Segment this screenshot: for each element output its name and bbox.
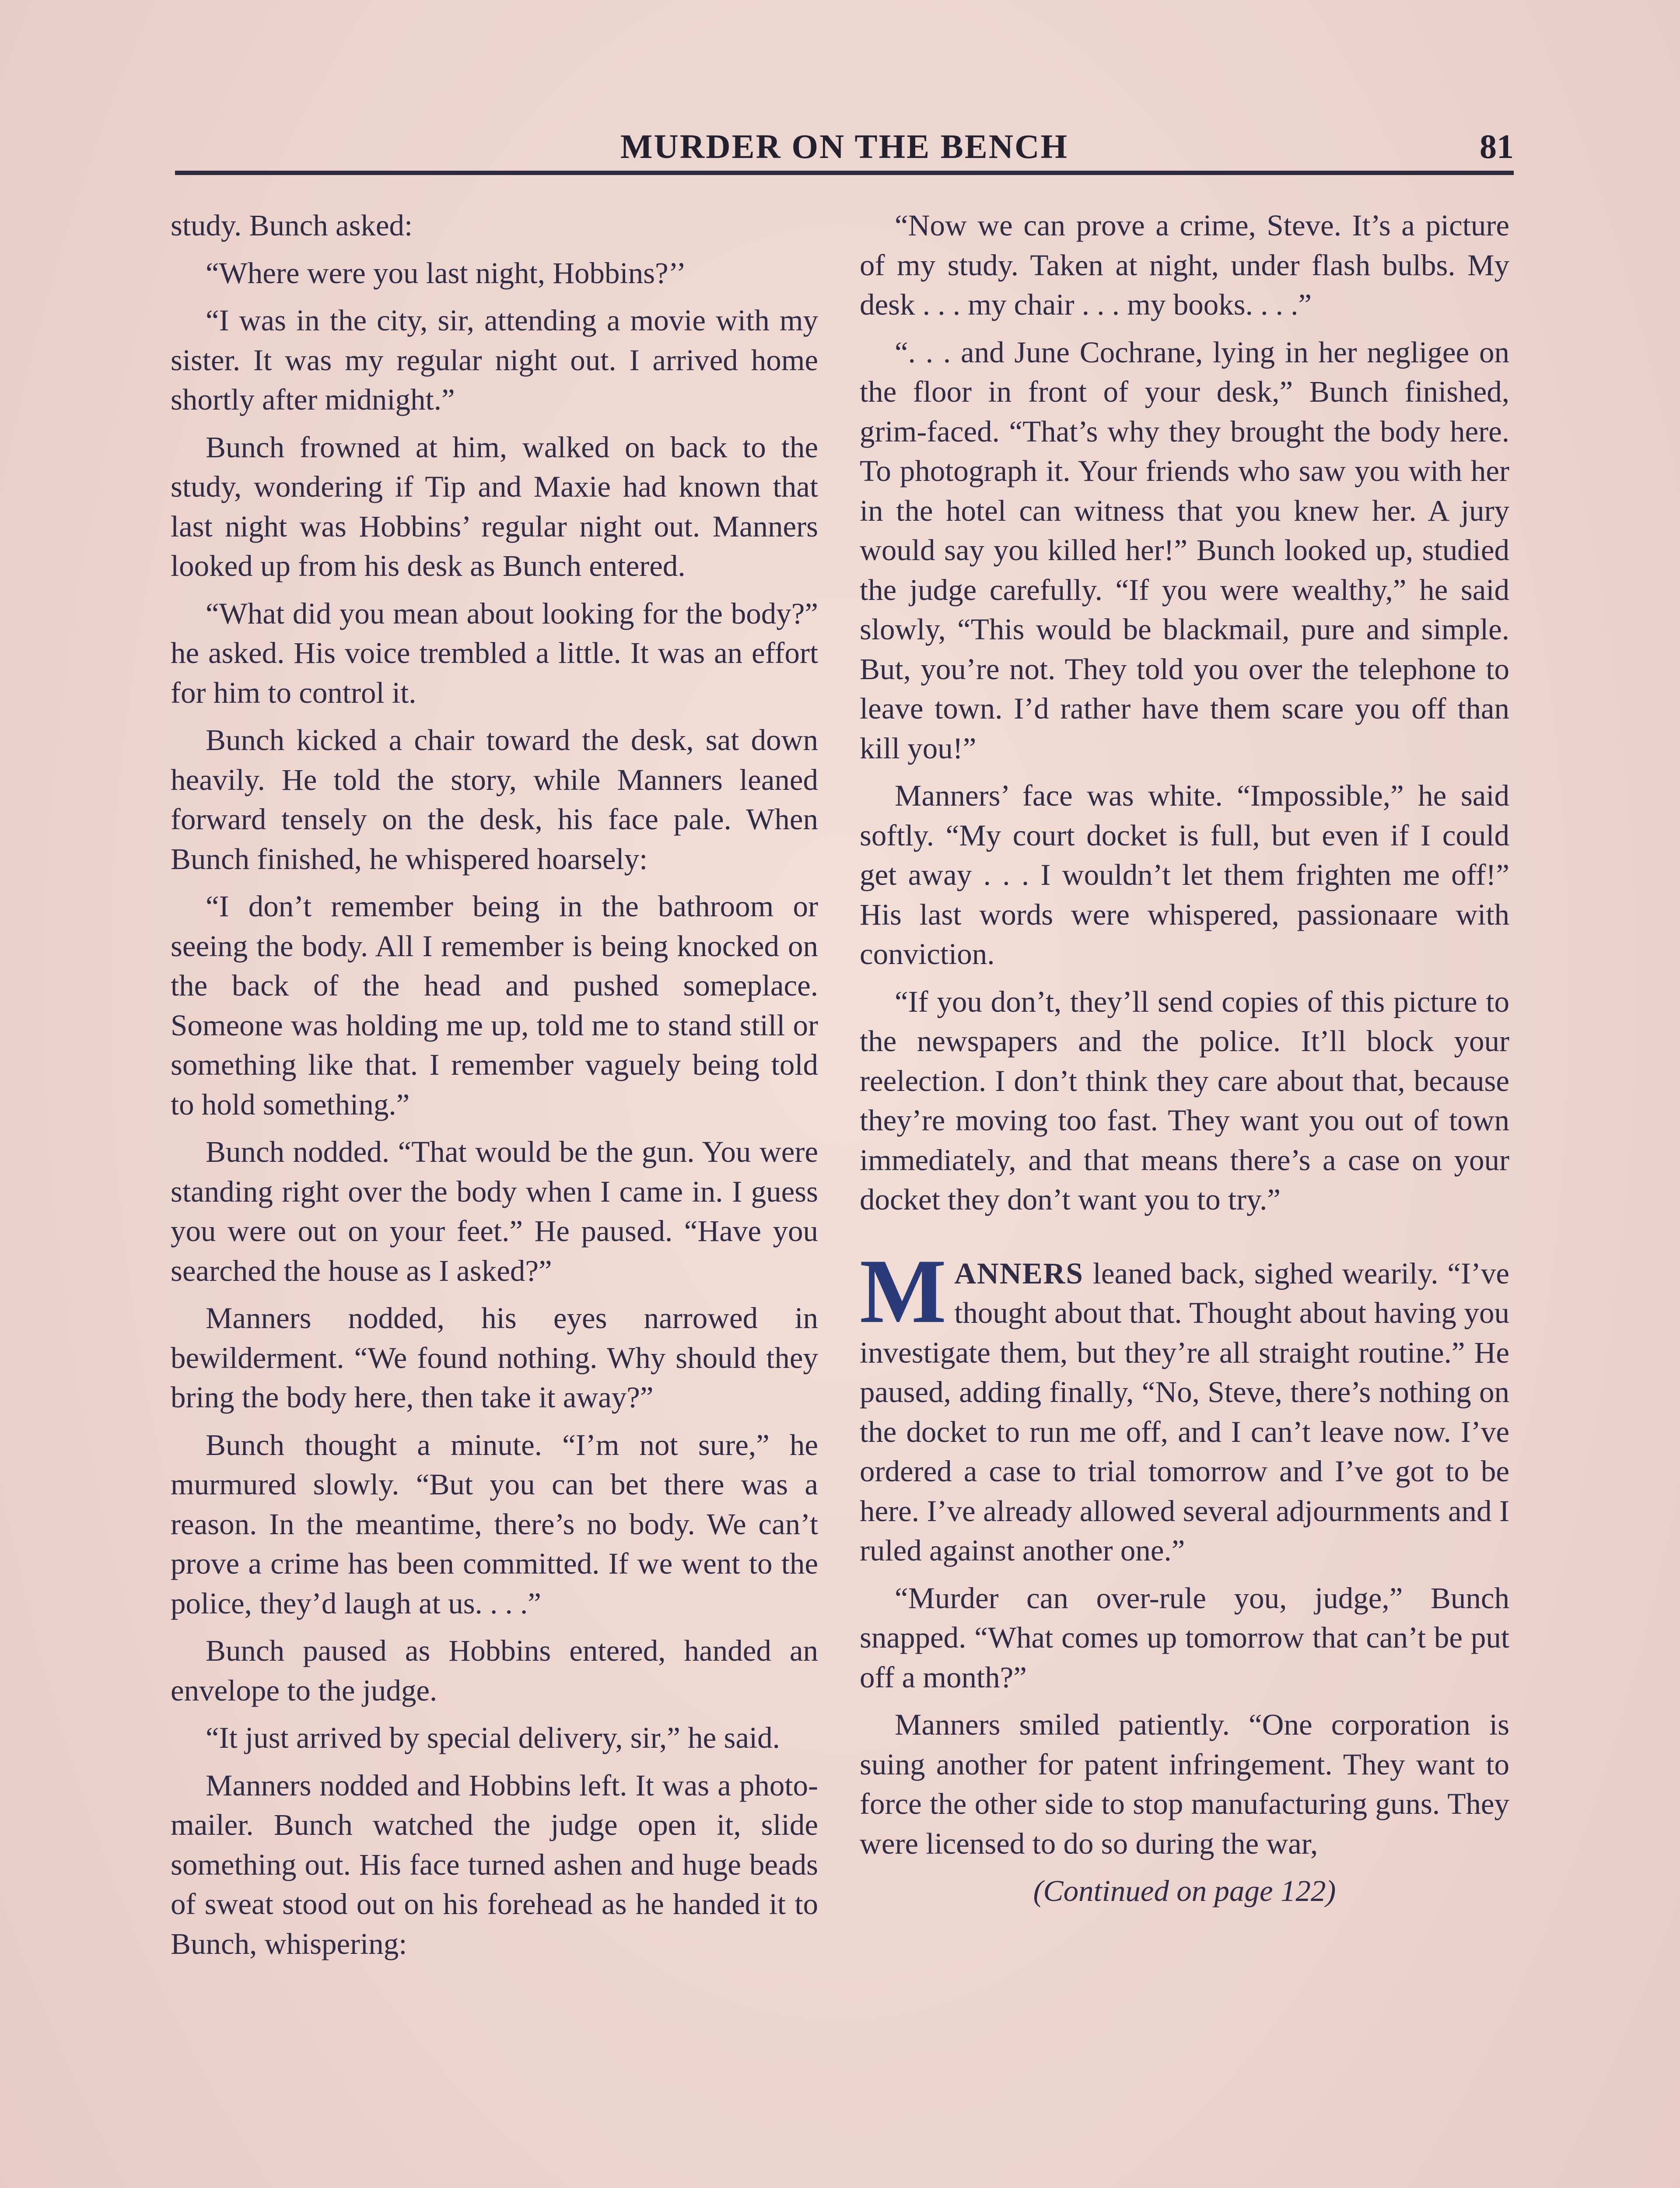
paragraph: “What did you mean about looking for the body?” he asked. His voice trembled a little. It was an effort for him to control it. xyxy=(171,596,818,709)
running-title: MURDER ON THE BENCH xyxy=(620,127,1069,165)
paragraph: Manners smiled patiently. “One corporation is suing another for patent infringement. They want to force the other side to stop manufacturing guns. They were licensed to do so during the war, xyxy=(860,1708,1509,1860)
paragraph: Bunch frowned at him, walked on back to the study, wondering if Tip and Maxie had known that last night was Hobbins’ regular night out. Manners looked up from his desk as Bunch entered. xyxy=(171,430,818,582)
section-opening-paragraph xyxy=(860,1240,1509,1571)
paragraph: Manners’ face was white. “Impossible,” he said softly. “My court docket is full, but even if I could get away . . . I wouldn’t let them frighten me off!” His last words were whispered, passionaare with conviction. xyxy=(860,779,1509,971)
lead-caps: ANNERS xyxy=(954,1256,1084,1290)
paragraph: “. . . and June Cochrane, lying in her negligee on the floor in front of your desk,” Bunch finished, grim-faced. “That’s why they brought the body here. To photograph it. Your friends who saw you with her in the hotel can witness that you knew her. A jury would say you killed her!” Bunch looked up, studied the judge carefully. “If you were wealthy,” he said slowly, “This would be blackmail, pure and simple. But, you’re not. They told you over the telephone to leave town. I’d rather have them scare you off than kill you!” xyxy=(860,335,1509,765)
paragraph: “It just arrived by special delivery, sir,” he said. xyxy=(206,1721,780,1754)
paragraph: “I don’t remember being in the bathroom or seeing the body. All I remember is being knocked on the back of the head and pushed someplace. Someone was holding me up, told me to stand still or something like that. I remember vaguely being told to hold something.” xyxy=(171,890,818,1121)
page-number: 81 xyxy=(1480,127,1514,165)
drop-cap: M xyxy=(860,1240,947,1342)
paragraph: “Murder can over-rule you, judge,” Bunch snapped. “What comes up tomorrow that can’t be put off a month?” xyxy=(860,1581,1509,1694)
left-column xyxy=(171,206,818,1971)
paragraph: “Now we can prove a crime, Steve. It’s a picture of my study. Taken at night, under flash bulbs. My desk . . . my chair . . . my books. . . .” xyxy=(860,209,1509,321)
paragraph: “I was in the city, sir, attending a movie with my sister. It was my regular night out. I arrived home shortly after midnight.” xyxy=(171,304,818,416)
paragraph: “If you don’t, they’ll send copies of this picture to the newspapers and the police. It’ll block your reelection. I don’t think they care about that, because they’re moving too fast. They want you out of town immediately, and that means there’s a case on your docket they don’t want you to try.” xyxy=(860,985,1509,1216)
paragraph: Bunch kicked a chair toward the desk, sat down heavily. He told the story, while Manners leaned forward tensely on the desk, his face pale. When Bunch finished, he whispered hoarsely: xyxy=(171,723,818,876)
paragraph-text: leaned back, sighed wearily. “I’ve thought about that. Thought about having you investigate them, but they’re all straight routine.” He paused, adding finally, “No, Steve, there’s nothing on the docket to run me off, and I can’t leave now. I’ve ordered a case to trial tomorrow and I’ve got to be here. I’ve already allowed several adjournments and I ruled against another one.” xyxy=(860,1256,1509,1567)
paragraph: study. Bunch asked: xyxy=(171,209,413,242)
paragraph: Manners nodded, his eyes narrowed in bewilderment. “We found nothing. Why should they bring the body here, then take it away?” xyxy=(171,1301,818,1414)
page-header xyxy=(175,123,1514,175)
paragraph: Bunch paused as Hobbins entered, handed an envelope to the judge. xyxy=(171,1634,818,1707)
continued-note: (Continued on page 122) xyxy=(1033,1874,1336,1907)
paragraph: Manners nodded and Hobbins left. It was a photo-mailer. Bunch watched the judge open it, slide something out. His face turned ashen and huge beads of sweat stood out on his forehead as he handed it to Bunch, whispering: xyxy=(171,1768,818,1960)
section-break xyxy=(860,1227,1509,1254)
paragraph: Bunch nodded. “That would be the gun. You were standing right over the body when I came in. I guess you were out on your feet.” He paused. “Have you searched the house as I asked?” xyxy=(171,1135,818,1287)
right-column xyxy=(860,206,1509,1919)
paragraph: “Where were you last night, Hobbins?’’ xyxy=(206,256,686,290)
paragraph: Bunch thought a minute. “I’m not sure,” he murmured slowly. “But you can bet there was a reason. In the meantime, there’s no body. We can’t prove a crime has been committed. If we went to the police, they’d laugh at us. . . .” xyxy=(171,1428,818,1620)
